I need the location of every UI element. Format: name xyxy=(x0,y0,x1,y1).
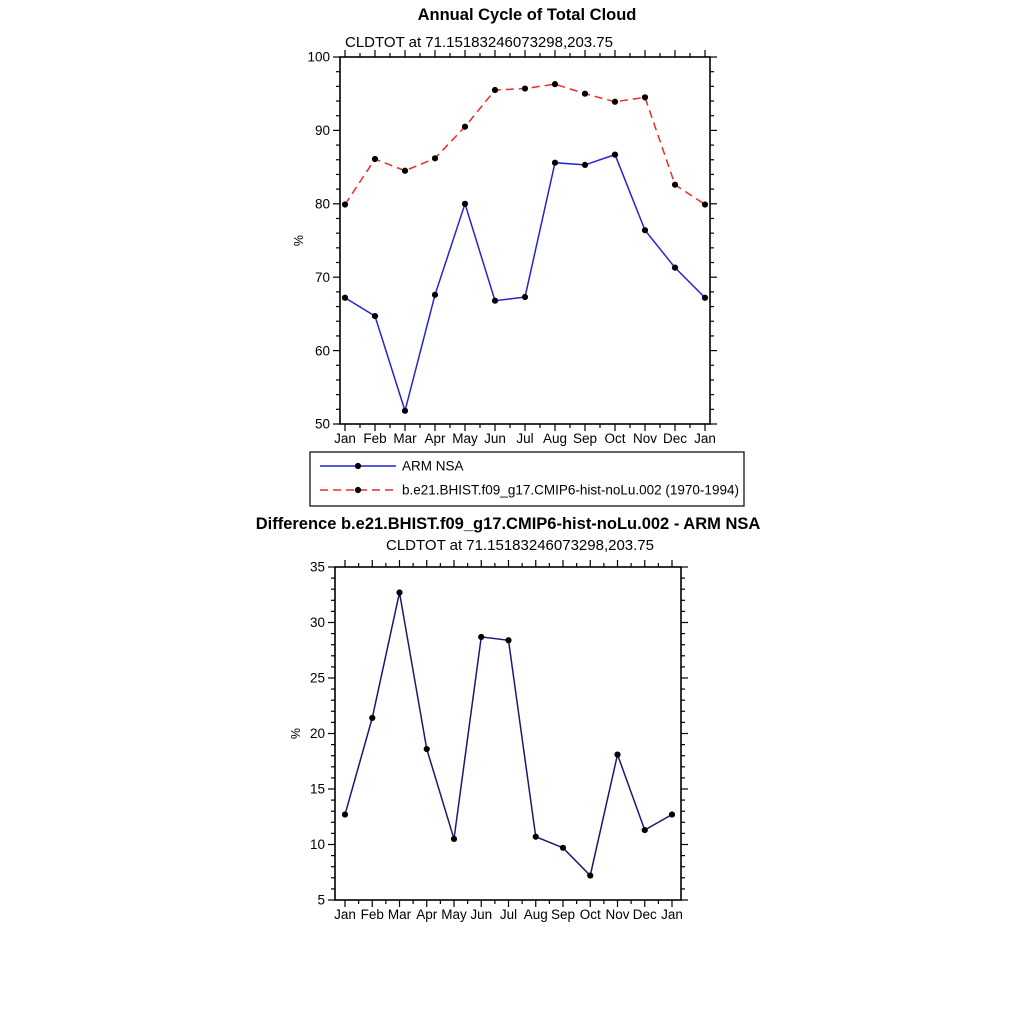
legend-line-sample-model xyxy=(320,487,396,493)
data-point xyxy=(612,152,618,158)
data-point xyxy=(560,845,566,851)
legend-label-model: b.e21.BHIST.f09_g17.CMIP6-hist-noLu.002 (1970-1994) xyxy=(402,482,739,498)
x-tick-label: Jan xyxy=(334,431,356,446)
data-point xyxy=(533,834,539,840)
x-tick-label: Jan xyxy=(661,907,683,922)
data-point xyxy=(642,227,648,233)
y-tick-label: 25 xyxy=(309,670,325,686)
legend-line-sample-arm-nsa xyxy=(320,463,396,469)
data-point xyxy=(492,298,498,304)
data-point xyxy=(505,637,511,643)
legend-sample-marker xyxy=(355,487,361,493)
legend-label-arm-nsa: ARM NSA xyxy=(402,458,464,474)
data-point xyxy=(369,715,375,721)
data-point xyxy=(432,292,438,298)
data-point xyxy=(702,295,708,301)
legend xyxy=(310,452,744,506)
data-point xyxy=(702,201,708,207)
y-tick-label: 30 xyxy=(309,615,325,631)
legend-sample-marker xyxy=(355,463,361,469)
data-point xyxy=(372,156,378,162)
y-tick-label: 15 xyxy=(309,781,325,797)
x-tick-label: Aug xyxy=(542,431,568,446)
data-point xyxy=(582,91,588,97)
x-tick-label: Apr xyxy=(424,431,446,446)
data-point xyxy=(582,162,588,168)
x-tick-label: Dec xyxy=(632,907,657,922)
data-point xyxy=(372,313,378,319)
data-point xyxy=(402,408,408,414)
x-tick-label: May xyxy=(441,907,467,922)
data-point xyxy=(342,811,348,817)
chart-subtitle-annual-cycle: CLDTOT at 71.15183246073298,203.75 xyxy=(345,34,613,51)
series-line-0 xyxy=(345,155,705,411)
x-tick-label: Sep xyxy=(572,431,598,446)
plot-box xyxy=(335,567,681,900)
x-tick-label: Jul xyxy=(499,907,518,922)
x-tick-label: Sep xyxy=(550,907,576,922)
x-tick-label: Jun xyxy=(484,431,506,446)
y-tick-label: 90 xyxy=(314,123,330,139)
x-tick-label: Oct xyxy=(604,431,626,446)
x-tick-label: Nov xyxy=(632,431,658,446)
chart-subtitle-difference: CLDTOT at 71.15183246073298,203.75 xyxy=(386,537,654,554)
data-point xyxy=(492,87,498,93)
y-tick-label: 100 xyxy=(307,49,330,65)
data-point xyxy=(432,155,438,161)
x-tick-label: Nov xyxy=(605,907,630,922)
y-tick-label: 50 xyxy=(314,416,330,432)
data-point xyxy=(642,94,648,100)
x-tick-label: Feb xyxy=(360,907,384,922)
x-tick-label: Mar xyxy=(387,907,412,922)
data-point xyxy=(612,99,618,105)
x-tick-label: Dec xyxy=(662,431,688,446)
x-tick-label: Jul xyxy=(516,431,534,446)
plot-box xyxy=(340,57,710,424)
x-tick-label: May xyxy=(452,431,478,446)
difference-chart xyxy=(0,515,1024,935)
x-tick-label: Jan xyxy=(334,907,356,922)
data-point xyxy=(552,160,558,166)
x-tick-label: Aug xyxy=(523,907,548,922)
data-point xyxy=(451,836,457,842)
data-point xyxy=(478,634,484,640)
plot-area-annual-cycle xyxy=(307,50,717,446)
y-tick-label: 70 xyxy=(314,269,330,285)
y-axis-label-difference: % xyxy=(289,727,303,740)
chart-title-annual-cycle: Annual Cycle of Total Cloud xyxy=(417,6,637,24)
data-point xyxy=(522,294,528,300)
data-point xyxy=(672,182,678,188)
y-tick-label: 5 xyxy=(317,892,325,908)
data-point xyxy=(614,751,620,757)
y-tick-label: 10 xyxy=(309,837,325,853)
x-tick-label: Mar xyxy=(393,431,417,446)
chart-title-difference: Difference b.e21.BHIST.f09_g17.CMIP6-hist-noLu.002 - ARM NSA xyxy=(255,515,761,533)
data-point xyxy=(462,124,468,130)
series-line-0 xyxy=(345,593,672,876)
data-point xyxy=(522,85,528,91)
x-tick-label: Apr xyxy=(416,907,438,922)
y-tick-label: 35 xyxy=(309,559,325,575)
y-tick-label: 60 xyxy=(314,343,330,359)
data-point xyxy=(552,81,558,87)
data-point xyxy=(342,295,348,301)
x-tick-label: Feb xyxy=(363,431,387,446)
data-point xyxy=(669,811,675,817)
legend-frame xyxy=(310,452,744,506)
data-point xyxy=(672,265,678,271)
x-tick-label: Jun xyxy=(470,907,493,922)
data-point xyxy=(462,201,468,207)
data-point xyxy=(402,168,408,174)
y-axis-label-annual-cycle: % xyxy=(292,234,306,247)
data-point xyxy=(587,872,593,878)
x-tick-label: Oct xyxy=(579,907,601,922)
data-point xyxy=(642,827,648,833)
x-tick-label: Jan xyxy=(694,431,716,446)
data-point xyxy=(342,201,348,207)
data-point xyxy=(424,746,430,752)
series-line-1 xyxy=(345,84,705,204)
y-tick-label: 80 xyxy=(314,196,330,212)
data-point xyxy=(396,589,402,595)
y-tick-label: 20 xyxy=(309,726,325,742)
plot-area-difference xyxy=(310,560,688,922)
